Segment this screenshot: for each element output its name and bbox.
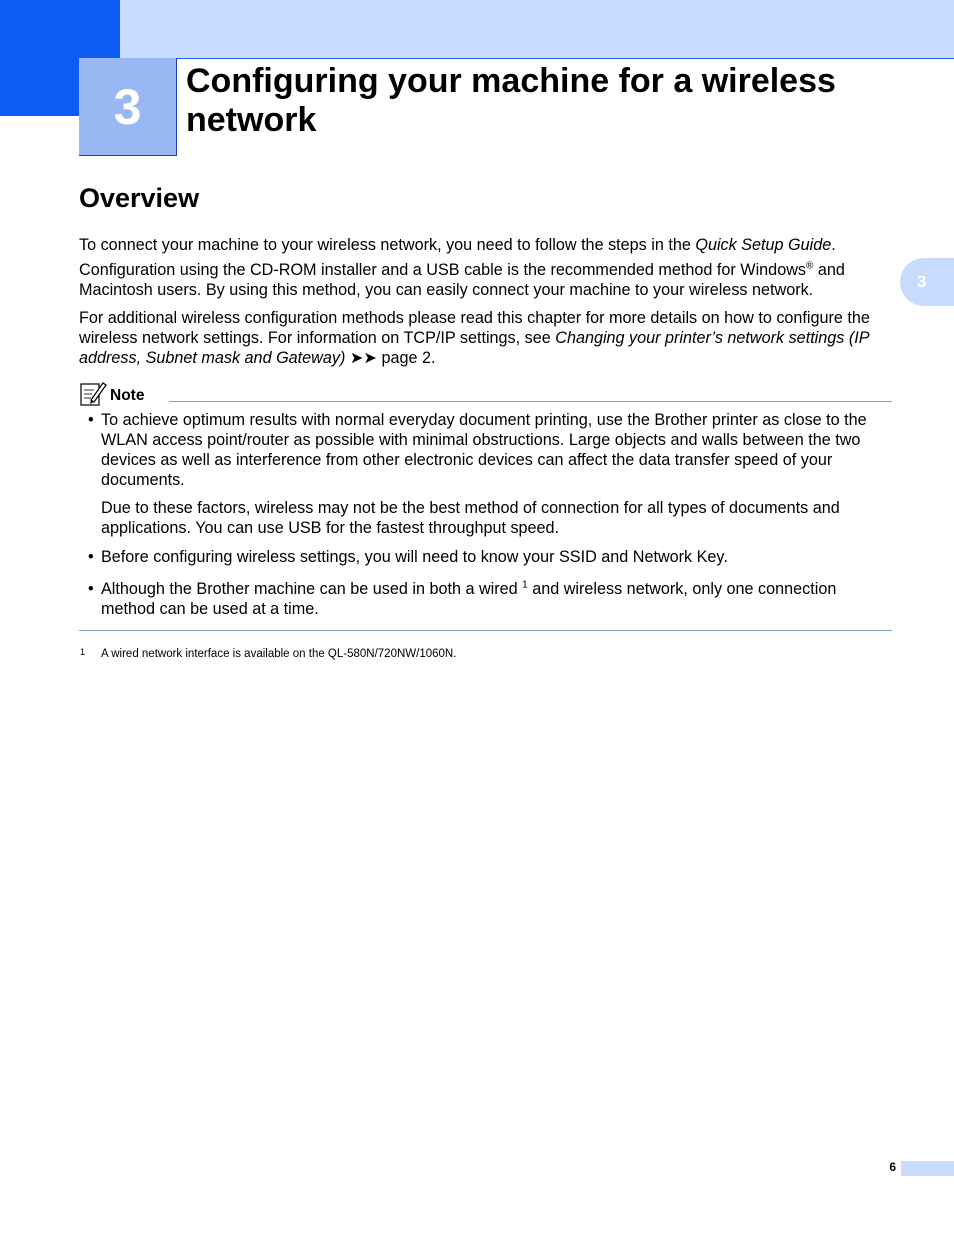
bullet-marker: • <box>88 548 94 566</box>
note-item-optimum-results: To achieve optimum results with normal everyday document printing, use the Brother printer as close to the WLAN access point/router as possible with minimal obstructions. Large objects and walls between the two devices as well as interference from other electronic devices can affect the data transfer speed of your documents. <box>101 411 867 489</box>
bullet-marker: • <box>88 411 94 429</box>
quick-setup-guide-ref: Quick Setup Guide <box>695 236 832 254</box>
note-pencil-icon <box>79 380 107 406</box>
chapter-number: 3 <box>79 58 177 156</box>
page-number-tab <box>901 1161 954 1176</box>
note-header <box>79 380 892 406</box>
additional-text: For additional wireless configuration methods please read this chapter for more details on how to configure the wireless network settings. For information on TCP/IP settings, see <box>79 309 870 347</box>
note-divider <box>169 401 892 402</box>
chapter-title: Configuring your machine for a wireless network <box>186 62 836 139</box>
footnote-mark: 1 <box>80 647 86 657</box>
intro-end: . <box>831 236 836 254</box>
footnote-text: A wired network interface is available on the QL-580N/720NW/1060N. <box>101 648 457 660</box>
footnote-reference[interactable]: 1 <box>522 579 528 591</box>
registered-mark: ® <box>805 260 814 272</box>
page-ref-arrows: ➤➤ <box>345 349 382 367</box>
recommended-text: Configuration using the CD-ROM installer and a USB cable is the recommended method for Windows <box>79 261 806 279</box>
note-label: Note <box>110 387 145 404</box>
chapter-side-tab[interactable]: 3 <box>900 258 954 306</box>
tcpip-settings-link[interactable]: Changing your printer’s network settings (IP address, Subnet mask and Gateway) <box>79 329 869 367</box>
note-item-ssid: Before configuring wireless settings, you will need to know your SSID and Network Key. <box>101 548 728 566</box>
connection-text: Although the Brother machine can be used in both a wired <box>101 580 523 598</box>
connection-text-end: and wireless network, only one connection method can be used at a time. <box>101 580 837 618</box>
note-item-connection-method <box>101 579 894 619</box>
bullet-marker: • <box>88 580 94 598</box>
section-heading: Overview <box>79 183 200 213</box>
additional-methods-paragraph <box>79 308 894 368</box>
footnote-divider <box>79 630 892 631</box>
header-band <box>120 0 954 59</box>
page-ref[interactable]: page 2. <box>381 349 436 367</box>
intro-text: To connect your machine to your wireless network, you need to follow the steps in the <box>79 236 696 254</box>
recommended-text-end: and Macintosh users. By using this method, you can easily connect your machine to your wireless network. <box>79 261 845 299</box>
note-item-continuation: Due to these factors, wireless may not be the best method of connection for all types of documents and applications. You can use USB for the fastest throughput speed. <box>101 499 840 537</box>
recommended-method-paragraph <box>79 260 894 300</box>
intro-paragraph <box>79 235 894 255</box>
page-number: 6 <box>889 1160 896 1174</box>
